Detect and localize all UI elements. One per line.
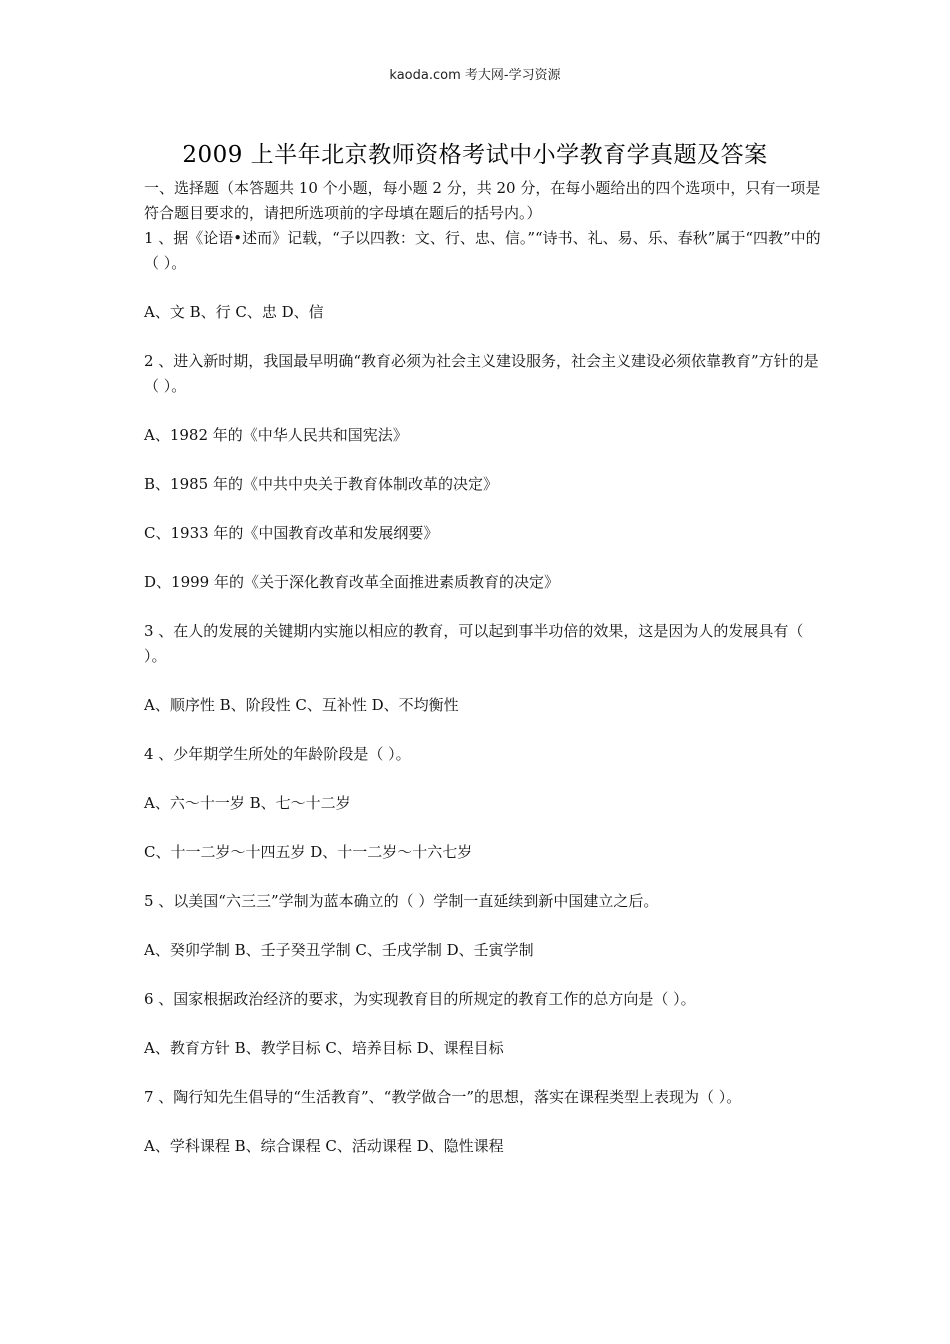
question-1: 1 、据《论语•述而》记载，“子以四教：文、行、忠、信。”“诗书、礼、易、乐、春秋”属于“四教”中的（ ）。 xyxy=(144,229,821,272)
question-2-option-d: D、1999 年的《关于深化教育改革全面推进素质教育的决定》 xyxy=(144,573,559,591)
question-1-options: A、文 B、行 C、忠 D、信 xyxy=(144,303,324,321)
question-4: 4 、少年期学生所处的年龄阶段是（ ）。 xyxy=(144,745,411,763)
question-7-options: A、学科课程 B、综合课程 C、活动课程 D、隐性课程 xyxy=(144,1137,504,1155)
document-body xyxy=(144,176,824,1159)
page-header: kaoda.com 考大网-学习资源 xyxy=(389,68,561,83)
question-5: 5 、以美国“六三三”学制为蓝本确立的（ ）学制一直延续到新中国建立之后。 xyxy=(144,892,659,910)
question-2-option-b: B、1985 年的《中共中央关于教育体制改革的决定》 xyxy=(144,475,498,493)
question-7: 7 、陶行知先生倡导的“生活教育”、“教学做合一”的思想，落实在课程类型上表现为（ ）。 xyxy=(144,1088,742,1106)
section-intro: 一、选择题（本答题共 10 个小题，每小题 2 分，共 20 分，在每小题给出的四个选项中，只有一项是符合题目要求的，请把所选项前的字母填在题后的括号内。） xyxy=(144,179,821,222)
question-2-option-c: C、1933 年的《中国教育改革和发展纲要》 xyxy=(144,524,439,542)
question-3: 3 、在人的发展的关键期内实施以相应的教育，可以起到事半功倍的效果，这是因为人的发展具有（ ）。 xyxy=(144,622,804,665)
question-6-options: A、教育方针 B、教学目标 C、培养目标 D、课程目标 xyxy=(144,1039,504,1057)
question-2: 2 、进入新时期，我国最早明确“教育必须为社会主义建设服务，社会主义建设必须依靠教育”方针的是（ ）。 xyxy=(144,352,819,395)
question-3-options: A、顺序性 B、阶段性 C、互补性 D、不均衡性 xyxy=(144,696,459,714)
question-4-options-cd: C、十一二岁～十四五岁 D、十一二岁～十六七岁 xyxy=(144,843,473,861)
document-title: 2009 上半年北京教师资格考试中小学教育学真题及答案 xyxy=(182,142,768,168)
question-5-options: A、癸卯学制 B、壬子癸丑学制 C、壬戌学制 D、壬寅学制 xyxy=(144,941,534,959)
question-6: 6 、国家根据政治经济的要求，为实现教育目的所规定的教育工作的总方向是（ ）。 xyxy=(144,990,696,1008)
question-2-option-a: A、1982 年的《中华人民共和国宪法》 xyxy=(144,426,408,444)
question-4-options-ab: A、六～十一岁 B、七～十二岁 xyxy=(144,794,351,812)
